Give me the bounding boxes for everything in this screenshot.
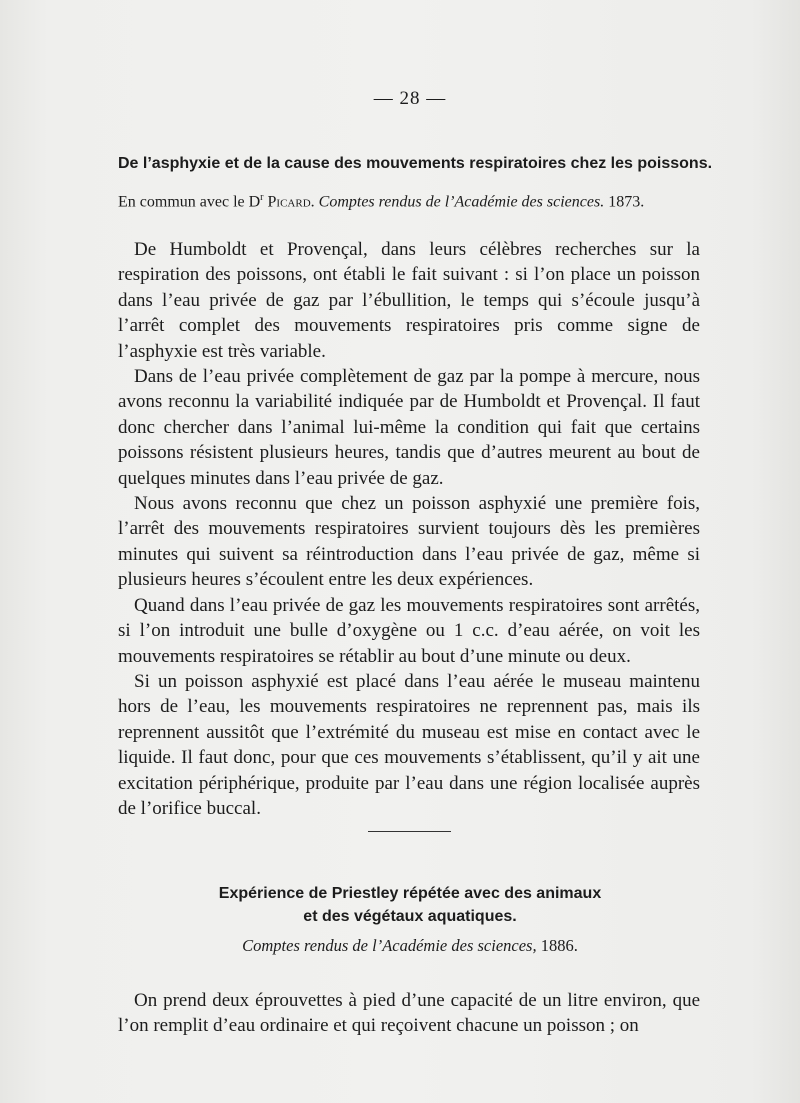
source-sup: r: [260, 192, 264, 203]
source-author: Picard: [267, 193, 311, 211]
paragraph: Quand dans l’eau privée de gaz les mouvements respiratoires sont arrêtés, si l’on introduit une bulle d’oxygène ou 1 c.c. d’eau aérée, on voit les mouvements respiratoires se rétablir au bout d’une minute ou deux.: [118, 594, 700, 667]
page-number: — 28 —: [373, 88, 447, 109]
paragraph: Nous avons reconnu que chez un poisson asphyxié une première fois, l’arrêt des mouvements respiratoires survient toujours dès les premières minutes qui suivent sa réintroduction dans l’eau privée de gaz, même si plusieurs heures s’écoulent entre les deux expériences.: [118, 493, 700, 591]
section-body-priestley: [118, 988, 700, 1039]
source-period: .: [310, 193, 315, 211]
paragraph: Si un poisson asphyxié est placé dans l’eau aérée le museau maintenu hors de l’eau, les mouvements respiratoires ne reprennent pas, mais ils reprennent aussitôt que l’extrémité du museau est mise en contact avec le liquide. Il faut donc, pour que ces mouvements s’établissent, qu’il y ait une excitation périphérique, produite par l’eau dans une région localisée auprès de l’orifice buccal.: [118, 670, 700, 819]
section-body-asphyxie: [118, 237, 700, 821]
section-title-line: et des végétaux aquatiques.: [303, 908, 517, 925]
section-title-priestley: [0, 882, 800, 928]
section-source-1886: [0, 936, 800, 956]
source-year: 1886.: [540, 936, 578, 955]
source-journal: Comptes rendus de l’Académie des sciences,: [242, 936, 537, 955]
section-divider: [368, 831, 451, 832]
source-journal: Comptes rendus de l’Académie des sciences.: [318, 193, 605, 211]
paragraph: Dans de l’eau privée complètement de gaz par la pompe à mercure, nous avons reconnu la variabilité indiquée par de Humboldt et Provençal. Il faut donc chercher dans l’animal lui-même la condition qui fait que certains poissons résistent plusieurs heures, tandis que d’autres meurent au bout de quelques minutes dans l’eau privée de gaz.: [118, 366, 700, 489]
section-title-line: Expérience de Priestley répétée avec des animaux: [218, 885, 602, 902]
paragraph: De Humboldt et Provençal, dans leurs célèbres recherches sur la respiration des poissons, ont établi le fait suivant : si l’on place un poisson dans l’eau privée de gaz par l’ébullition, le temps qui s’écoule jusqu’à l’arrêt complet des mouvements respiratoires pris comme signe de l’asphyxie est très variable.: [118, 239, 700, 362]
section-source-1873: [118, 192, 708, 211]
source-year: 1873.: [608, 193, 645, 211]
source-prefix: En commun avec le D: [118, 193, 261, 211]
section-title-asphyxie: De l’asphyxie et de la cause des mouvements respiratoires chez les poissons.: [118, 155, 713, 172]
paragraph: On prend deux éprouvettes à pied d’une capacité de un litre environ, que l’on remplit d’eau ordinaire et qui reçoivent chacune un poisson ; on: [118, 990, 700, 1037]
